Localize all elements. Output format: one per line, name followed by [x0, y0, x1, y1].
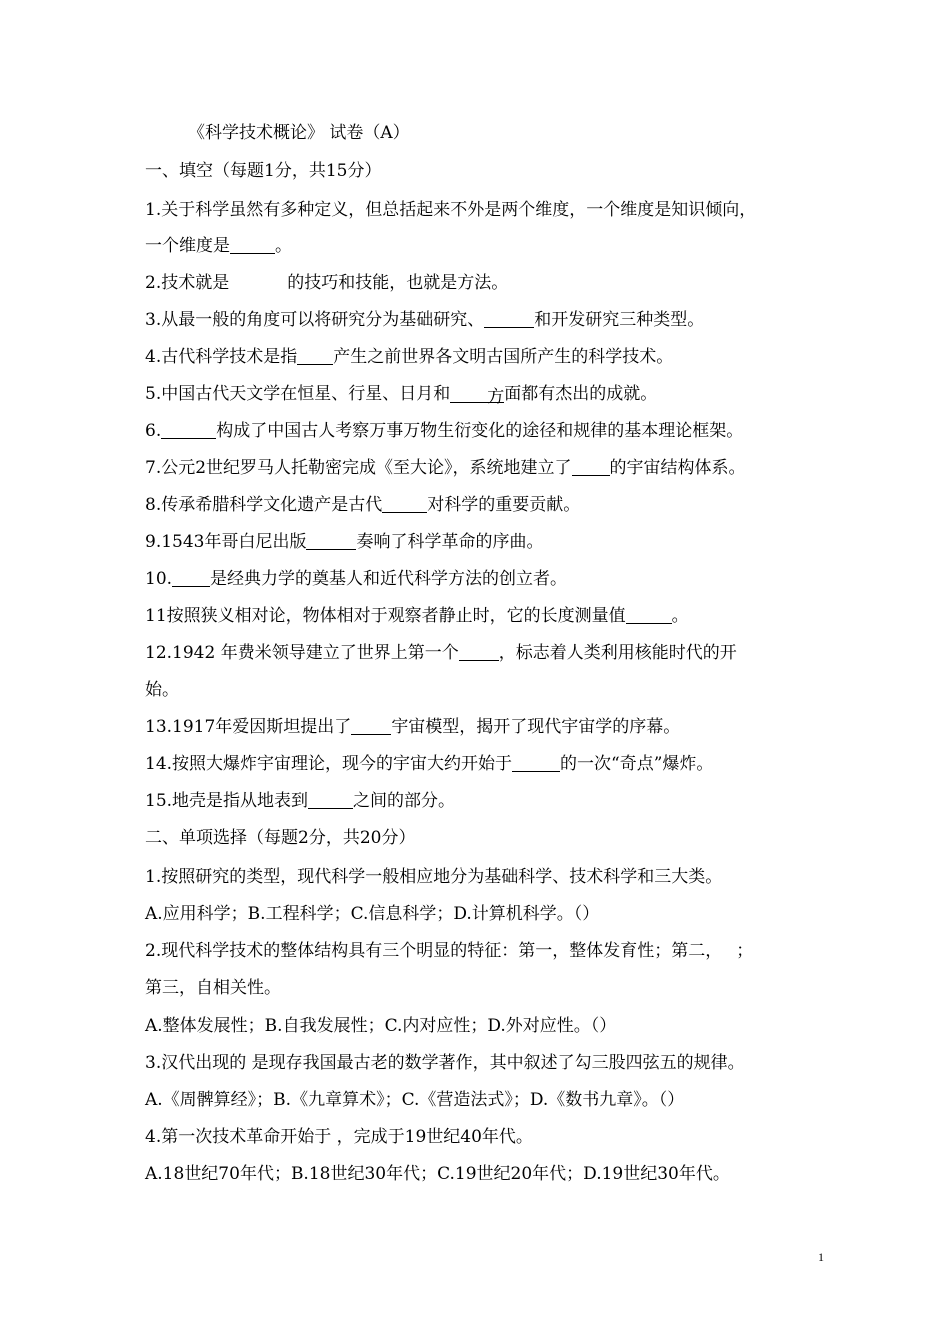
q7: 7.公元2世纪罗马人托勒密完成《至大论》，系统地建立了 的宇宙结构体系。	[145, 458, 746, 478]
mc-q1-options: A.应用科学；B.工程科学；C.信息科学；D.计算机科学。（）	[145, 904, 600, 924]
answer-blank[interactable]	[172, 570, 210, 587]
answer-blank[interactable]	[230, 237, 275, 254]
q11: 11按照狭义相对论，物体相对于观察者静止时，它的长度测量值 。	[145, 606, 689, 626]
section1-heading: 一、填空（每题1分，共15分）	[145, 161, 382, 181]
mc-q3-options: A.《周髀算经》；B.《九章算术》；C.《营造法式》；D.《数书九章》。（）	[145, 1090, 685, 1110]
answer-blank[interactable]	[484, 311, 534, 328]
answer-blank[interactable]	[459, 644, 499, 661]
q2: 2.技术就是 的技巧和技能，也就是方法。	[145, 273, 509, 293]
q5: 5.中国古代天文学在恒星、行星、日月和 方面都有杰出的成就。	[145, 384, 658, 407]
mc-q2-stem-line2: 第三，自相关性。	[145, 978, 281, 998]
answer-blank[interactable]	[512, 755, 560, 772]
answer-blank[interactable]	[297, 348, 333, 365]
mc-q2-stem-line1: 2.现代科学技术的整体结构具有三个明显的特征：第一，整体发育性；第二， ；	[145, 941, 754, 961]
q12-line2: 始。	[145, 680, 179, 700]
answer-blank[interactable]: 方	[450, 386, 504, 403]
q1-line1: 1.关于科学虽然有多种定义，但总括起来不外是两个维度，一个维度是知识倾向，	[145, 200, 757, 220]
mc-q4-stem: 4.第一次技术革命开始于 ，完成于19世纪40年代。	[145, 1127, 533, 1147]
q4: 4.古代科学技术是指 产生之前世界各文明古国所产生的科学技术。	[145, 347, 674, 367]
mc-q2-options: A.整体发展性；B.自我发展性；C.内对应性；D.外对应性。（）	[145, 1016, 617, 1036]
answer-blank[interactable]	[626, 607, 672, 624]
answer-blank[interactable]	[351, 718, 391, 735]
mc-q4-options: A.18世纪70年代；B.18世纪30年代；C.19世纪20年代；D.19世纪30年代。	[145, 1164, 730, 1184]
q15: 15.地壳是指从地表到 之间的部分。	[145, 791, 456, 811]
answer-blank[interactable]	[572, 459, 610, 476]
q12-line1: 12.1942 年费米领导建立了世界上第一个 ，标志着人类利用核能时代的开	[145, 643, 737, 663]
mc-q3-stem: 3.汉代出现的 是现存我国最古老的数学著作，其中叙述了勾三股四弦五的规律。	[145, 1053, 745, 1073]
mc-q1-stem: 1.按照研究的类型，现代科学一般相应地分为基础科学、技术科学和三大类。	[145, 867, 723, 887]
answer-blank[interactable]	[306, 533, 356, 550]
answer-blank[interactable]	[161, 422, 216, 439]
q14: 14.按照大爆炸宇宙理论，现今的宇宙大约开始于 的一次“奇点”爆炸。	[145, 754, 714, 774]
q8: 8.传承希腊科学文化遗产是古代 对科学的重要贡献。	[145, 495, 581, 515]
page-number: 1	[818, 1250, 824, 1264]
q6: 6. 构成了中国古人考察万事万物生衍变化的途径和规律的基本理论框架。	[145, 421, 744, 441]
section2-heading: 二、单项选择（每题2分，共20分）	[145, 828, 416, 848]
q9: 9.1543年哥白尼出版 奏响了科学革命的序曲。	[145, 532, 544, 552]
q10: 10. 是经典力学的奠基人和近代科学方法的创立者。	[145, 569, 568, 589]
q13: 13.1917年爱因斯坦提出了 宇宙模型，揭开了现代宇宙学的序幕。	[145, 717, 681, 737]
q1-line2: 一个维度是 。	[145, 236, 292, 256]
q3: 3.从最一般的角度可以将研究分为基础研究、 和开发研究三种类型。	[145, 310, 705, 330]
exam-title: 《科学技术概论》 试卷（A）	[188, 123, 410, 143]
answer-blank[interactable]	[308, 792, 353, 809]
answer-blank[interactable]	[382, 496, 427, 513]
